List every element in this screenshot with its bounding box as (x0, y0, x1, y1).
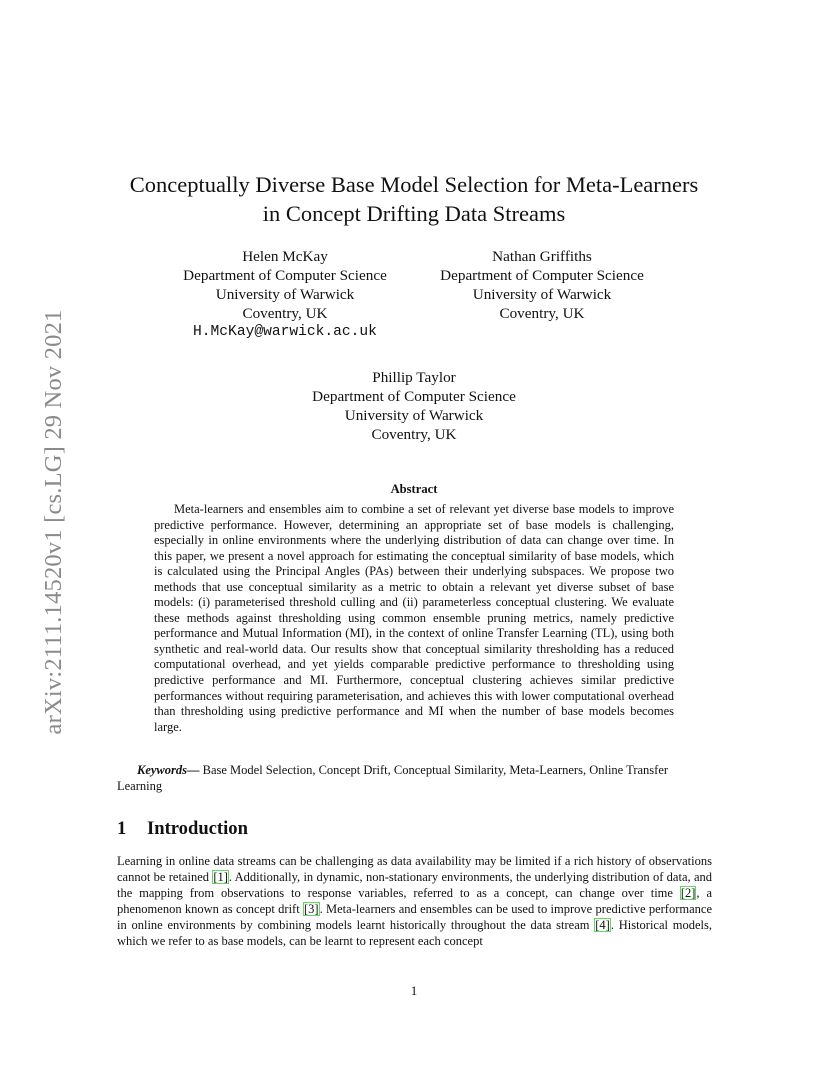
intro-text: Learning in online data streams can be challenging as data availability may be limited if a rich history of observations cannot be retained (117, 854, 712, 885)
author-department: Department of Computer Science (183, 267, 387, 284)
author-department: Department of Computer Science (440, 267, 644, 284)
author-block-3 (296, 368, 532, 444)
arxiv-identifier: arXiv:2111.14520v1 [cs.LG] 29 Nov 2021 (40, 309, 67, 735)
intro-text: . Historical models, which we refer to as base models, can be learnt to represent each concept (117, 918, 712, 949)
author-name: Helen McKay (242, 248, 328, 265)
citation-link[interactable]: [4] (595, 918, 610, 933)
intro-text: . Meta-learners and ensembles can be used to improve predictive performance in online environments by combining models learnt historically throughout the data stream (117, 902, 712, 933)
author-university: University of Warwick (215, 286, 355, 303)
section-number: 1 (117, 818, 127, 839)
citation-link[interactable]: [1] (213, 870, 228, 885)
section-title: Introduction (147, 818, 248, 839)
abstract-text: Meta-learners and ensembles aim to combine a set of relevant yet diverse base models to improve predictive performance. However, determining an appropriate set of base models is challenging, especially in online environments where the underlying distribution of data can change over time. In this paper, we present a novel approach for estimating the conceptual similarity of base models, which is calculated using the Principal Angles (PAs) between their underlying subspaces. We propose two methods that use conceptual similarity as a metric to obtain a relevant yet diverse subset of base models: (i) parameterised threshold culling and (ii) parameterless conceptual clustering. We evaluate these methods against thresholding using common ensemble pruning metrics, namely predictive performance and Mutual Information (MI), in the context of online Transfer Learning (TL), using both synthetic and real-world data. Our results show that conceptual similarity thresholding has a reduced computational overhead, and yet yields comparable predictive performance to thresholding using predictive performance and MI. Furthermore, conceptual clustering achieves similar predictive performances without requiring parameterisation, and achieves this with lower computational overhead than thresholding using predictive performance and MI when the number of base models becomes large. (154, 502, 674, 734)
introduction-paragraph (117, 853, 712, 950)
keywords-label: Keywords— (137, 763, 200, 777)
author-block-2 (424, 247, 660, 323)
keywords-text: Base Model Selection, Concept Drift, Conceptual Similarity, Meta-Learners, Online Transfer Learning (117, 763, 669, 793)
citation-link[interactable]: [3] (304, 902, 319, 917)
author-location: Coventry, UK (499, 305, 585, 322)
author-university: University of Warwick (344, 407, 484, 424)
section-heading-introduction (117, 818, 248, 840)
author-location: Coventry, UK (242, 305, 328, 322)
title-line-1: Conceptually Diverse Base Model Selection for Meta-Learners (129, 172, 699, 197)
author-department: Department of Computer Science (312, 388, 516, 405)
intro-text: , a phenomenon known as concept drift (117, 886, 712, 917)
author-name: Phillip Taylor (372, 369, 456, 386)
page-number: 1 (410, 983, 418, 998)
abstract-heading: Abstract (390, 482, 438, 496)
author-name: Nathan Griffiths (492, 248, 592, 265)
keywords (117, 763, 713, 794)
title-line-2: in Concept Drifting Data Streams (262, 201, 566, 226)
author-block-1 (167, 247, 403, 342)
author-university: University of Warwick (472, 286, 612, 303)
author-email[interactable]: H.McKay@warwick.ac.uk (193, 324, 377, 340)
paper-title (0, 170, 828, 228)
citation-link[interactable]: [2] (680, 886, 696, 901)
intro-text: . Additionally, in dynamic, non-stationary environments, the underlying distribution of data, and the mapping from observations to response variables, referred to as a concept, can change over time (117, 870, 712, 901)
author-location: Coventry, UK (371, 426, 457, 443)
